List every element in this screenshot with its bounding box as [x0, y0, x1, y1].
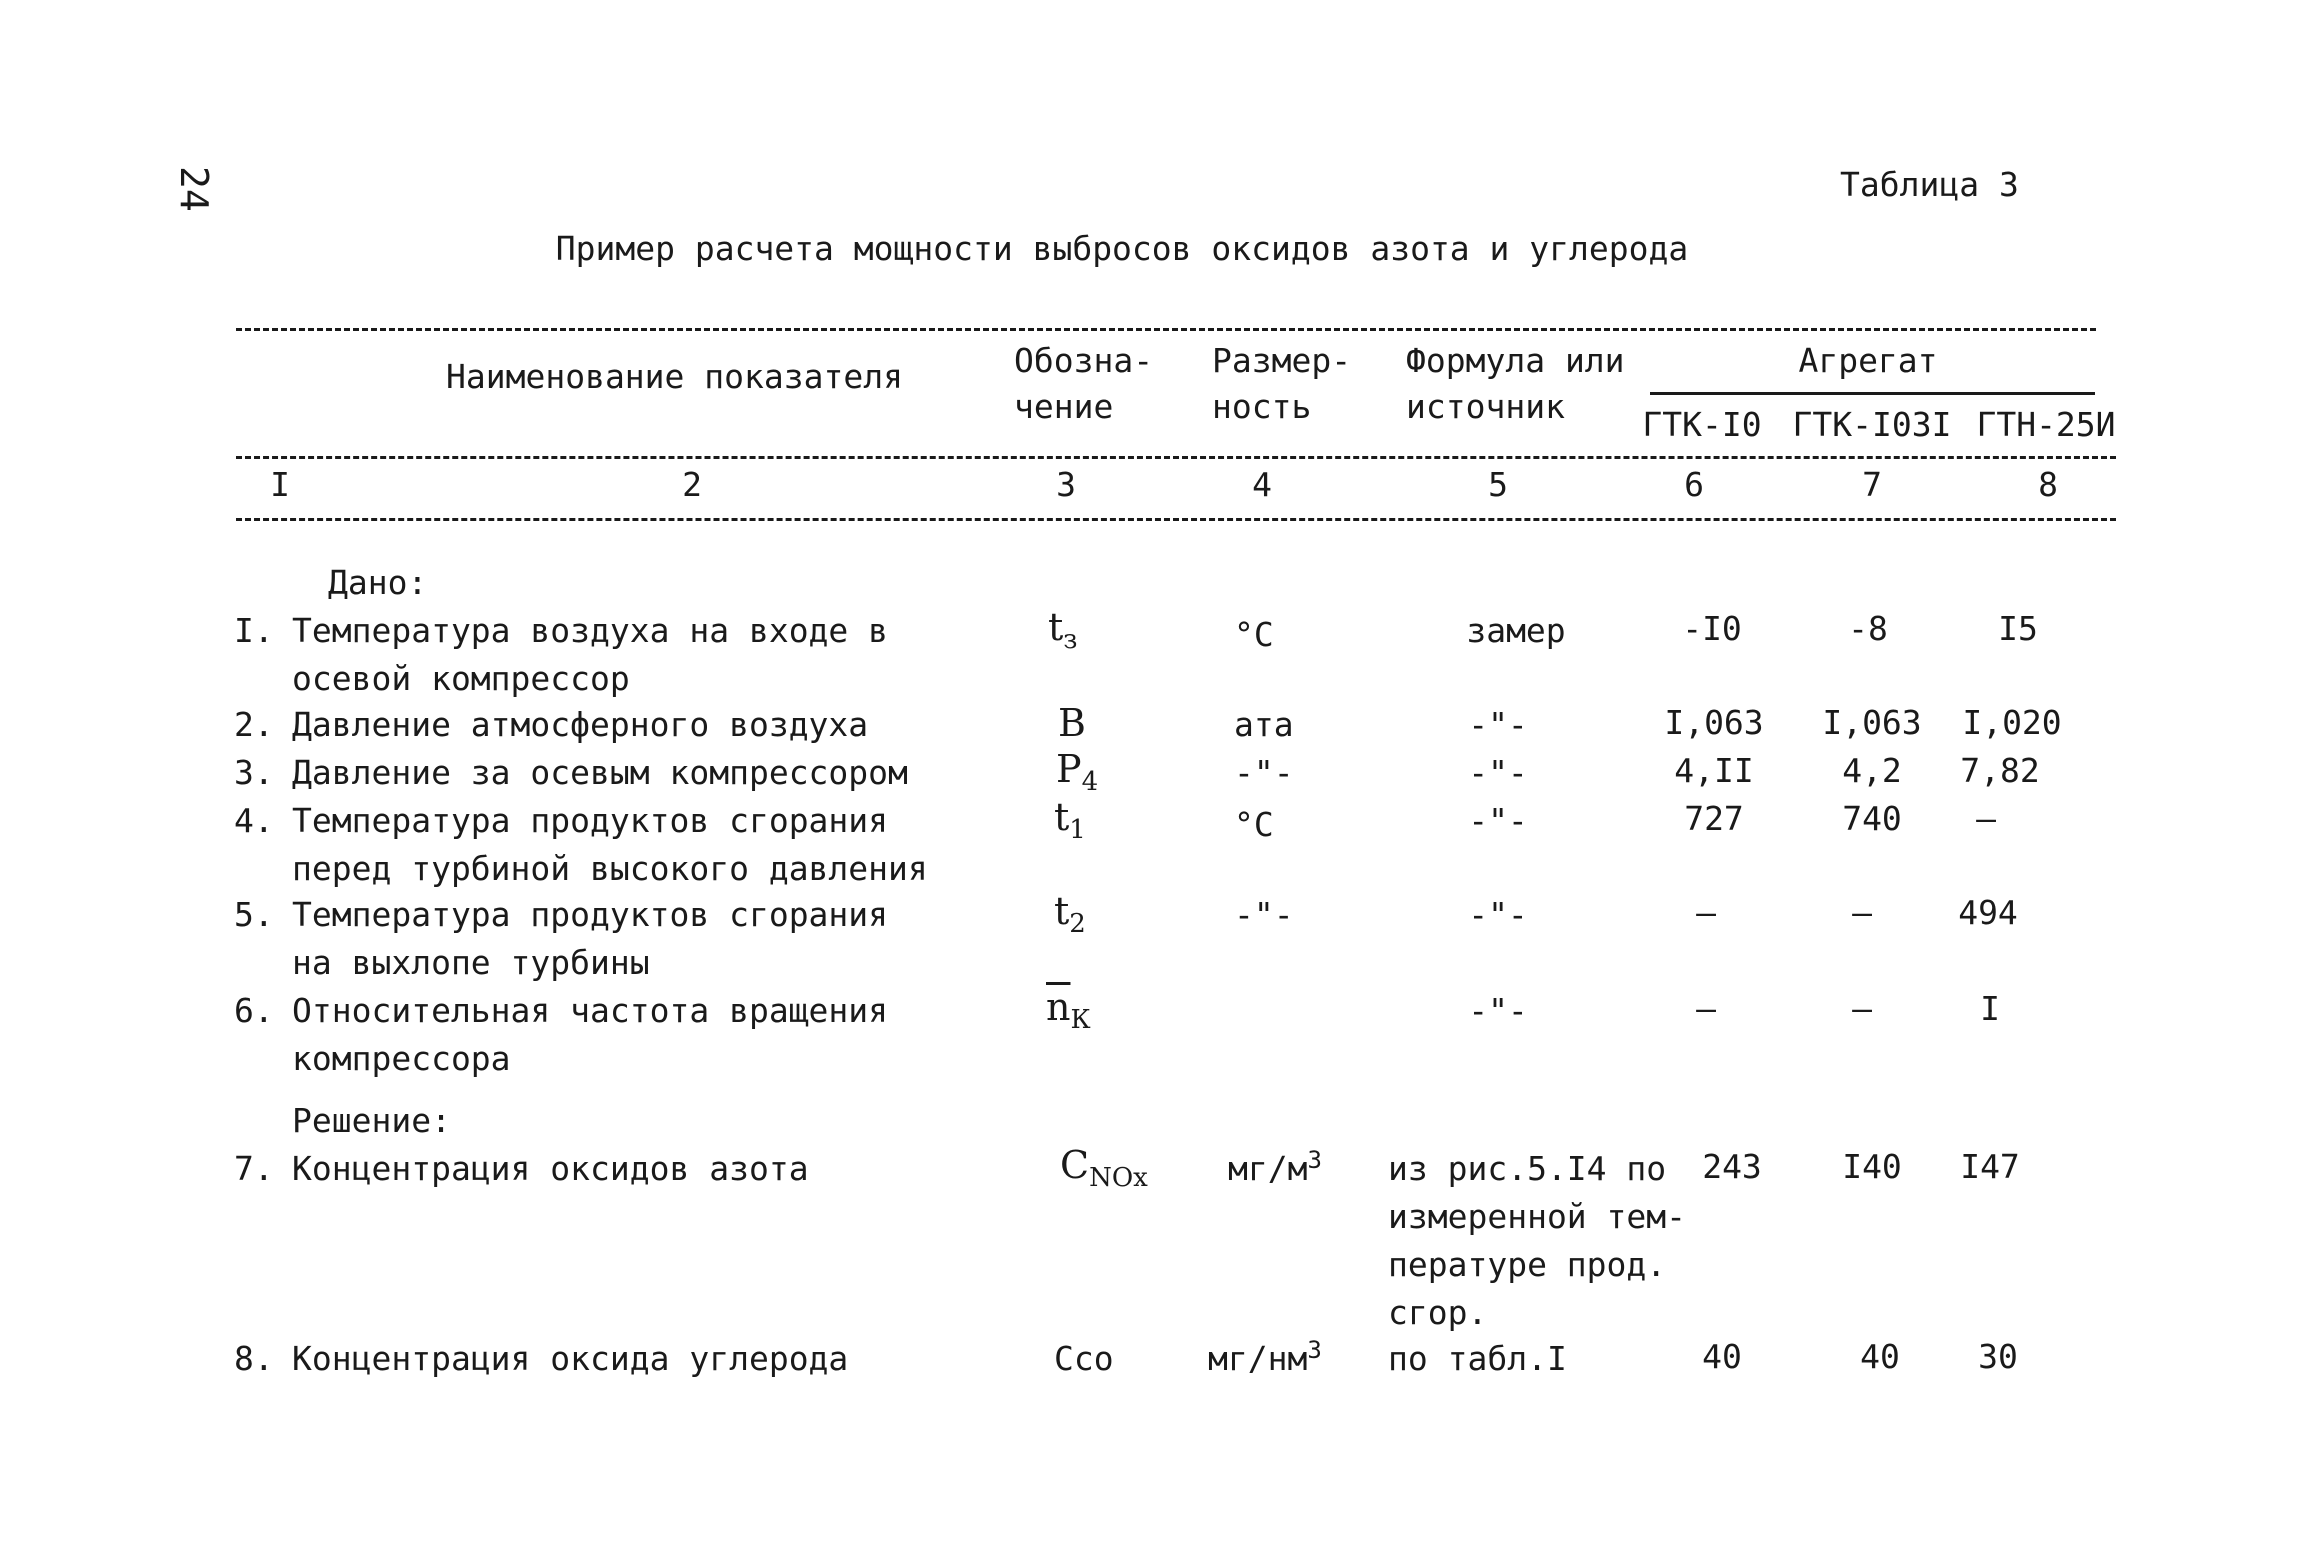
row-symbol: $P_4$	[1056, 747, 1099, 797]
row-value-gtk10: 243	[1702, 1147, 1762, 1186]
row-formula-line: измеренной тем-	[1388, 1197, 1687, 1236]
row-symbol: $\overline{n}_К$	[1046, 985, 1091, 1035]
column-number: 5	[1488, 465, 1508, 504]
header-bottom-rule	[236, 456, 2116, 459]
row-number: 3.	[234, 753, 274, 792]
row-unit: -"-	[1234, 895, 1294, 934]
row-formula-line: из рис.5.I4 по	[1388, 1149, 1667, 1188]
page-number: 24	[172, 166, 216, 212]
row-symbol: $t_1$	[1054, 795, 1086, 845]
row-symbol: В	[1058, 701, 1086, 745]
row-formula-line: -"-	[1468, 895, 1528, 934]
row-symbol: Cco	[1054, 1339, 1114, 1378]
header-unit-2: ность	[1212, 387, 1312, 426]
row-formula-line: -"-	[1468, 991, 1528, 1030]
section-given: Дано:	[328, 563, 428, 602]
row-name-line: Температура продуктов сгорания	[292, 801, 889, 840]
row-value-gtn25i: 494	[1958, 893, 2018, 932]
row-value-gtk1031: —	[1852, 989, 1872, 1028]
header-unit-gtk1031: ГТК-I03I	[1792, 405, 1952, 444]
row-number: 5.	[234, 895, 274, 934]
row-value-gtn25i: I5	[1998, 609, 2038, 648]
row-value-gtk10: -I0	[1682, 609, 1742, 648]
header-designation-1: Обозна-	[1014, 341, 1154, 380]
header-formula-1: Формула или	[1406, 341, 1625, 380]
row-value-gtk10: 4,II	[1674, 751, 1754, 790]
row-number: 6.	[234, 991, 274, 1030]
row-value-gtk10: —	[1696, 893, 1716, 932]
row-number: 7.	[234, 1149, 274, 1188]
row-value-gtn25i: I,020	[1962, 703, 2062, 742]
row-number: 2.	[234, 705, 274, 744]
row-value-gtn25i: 30	[1978, 1337, 2018, 1376]
row-unit: $мг/м^3$	[1228, 1146, 1322, 1188]
row-name-line: на выхлопе турбины	[292, 943, 650, 982]
row-symbol: $t_з$	[1048, 605, 1078, 655]
row-unit: -"-	[1234, 753, 1294, 792]
row-value-gtn25i: 7,82	[1960, 751, 2040, 790]
row-formula-line: замер	[1466, 611, 1566, 650]
row-value-gtk1031: I40	[1842, 1147, 1902, 1186]
row-formula-line: -"-	[1468, 753, 1528, 792]
row-value-gtk1031: -8	[1848, 609, 1888, 648]
header-unit-gtk10: ГТК-I0	[1642, 405, 1762, 444]
row-value-gtk10: —	[1696, 989, 1716, 1028]
row-unit: °С	[1234, 615, 1274, 654]
row-name-line: Концентрация оксидов азота	[292, 1149, 809, 1188]
row-unit: ата	[1234, 705, 1294, 744]
column-number: 3	[1056, 465, 1076, 504]
row-name-line: Температура воздуха на входе в	[292, 611, 889, 650]
row-name-line: Температура продуктов сгорания	[292, 895, 889, 934]
row-formula-line: -"-	[1468, 705, 1528, 744]
column-number: I	[270, 465, 290, 504]
row-value-gtn25i: I	[1980, 989, 2000, 1028]
table-title: Пример расчета мощности выбросов оксидов азота и углерода	[555, 229, 1689, 268]
row-formula-line: -"-	[1468, 801, 1528, 840]
row-value-gtk10: 727	[1684, 799, 1744, 838]
row-number: 4.	[234, 801, 274, 840]
header-name: Наименование показателя	[446, 357, 903, 396]
column-number: 6	[1684, 465, 1704, 504]
row-name-line: компрессора	[292, 1039, 511, 1078]
row-value-gtk1031: 4,2	[1842, 751, 1902, 790]
row-value-gtk1031: —	[1852, 893, 1872, 932]
row-number: I.	[234, 611, 274, 650]
header-formula-2: источник	[1406, 387, 1565, 426]
row-value-gtk1031: 740	[1842, 799, 1902, 838]
header-designation-2: чение	[1014, 387, 1114, 426]
table-label: Таблица 3	[1840, 165, 2019, 204]
row-formula-line: сгор.	[1388, 1293, 1488, 1332]
row-value-gtk1031: I,063	[1822, 703, 1922, 742]
row-formula-line: пературе прод.	[1388, 1245, 1667, 1284]
row-name-line: осевой компрессор	[292, 659, 630, 698]
row-symbol: $t_2$	[1054, 889, 1086, 939]
table-top-rule	[236, 328, 2096, 331]
row-unit: °С	[1234, 805, 1274, 844]
row-value-gtn25i: —	[1976, 799, 1996, 838]
row-name-line: Давление за осевым компрессором	[292, 753, 908, 792]
header-unit-group: Агрегат	[1798, 341, 1938, 380]
column-number: 2	[682, 465, 702, 504]
row-name-line: Относительная частота вращения	[292, 991, 889, 1030]
row-formula-line: по табл.I	[1388, 1339, 1567, 1378]
section-solution: Решение:	[292, 1101, 451, 1140]
row-value-gtk10: I,063	[1664, 703, 1764, 742]
row-value-gtn25i: I47	[1960, 1147, 2020, 1186]
row-symbol: $C_{NOx}$	[1060, 1143, 1148, 1193]
unit-group-rule	[1650, 392, 2095, 395]
column-number: 4	[1252, 465, 1272, 504]
row-name-line: Концентрация оксида углерода	[292, 1339, 849, 1378]
row-value-gtk10: 40	[1702, 1337, 1742, 1376]
header-unit-gtn25i: ГТН-25И	[1976, 405, 2116, 444]
row-value-gtk1031: 40	[1860, 1337, 1900, 1376]
row-name-line: Давление атмосферного воздуха	[292, 705, 869, 744]
header-unit-1: Размер-	[1212, 341, 1352, 380]
column-number: 7	[1862, 465, 1882, 504]
column-number: 8	[2038, 465, 2058, 504]
row-name-line: перед турбиной высокого давления	[292, 849, 928, 888]
column-number-rule	[236, 518, 2116, 521]
row-unit: $мг/нм^3$	[1208, 1336, 1322, 1378]
row-number: 8.	[234, 1339, 274, 1378]
